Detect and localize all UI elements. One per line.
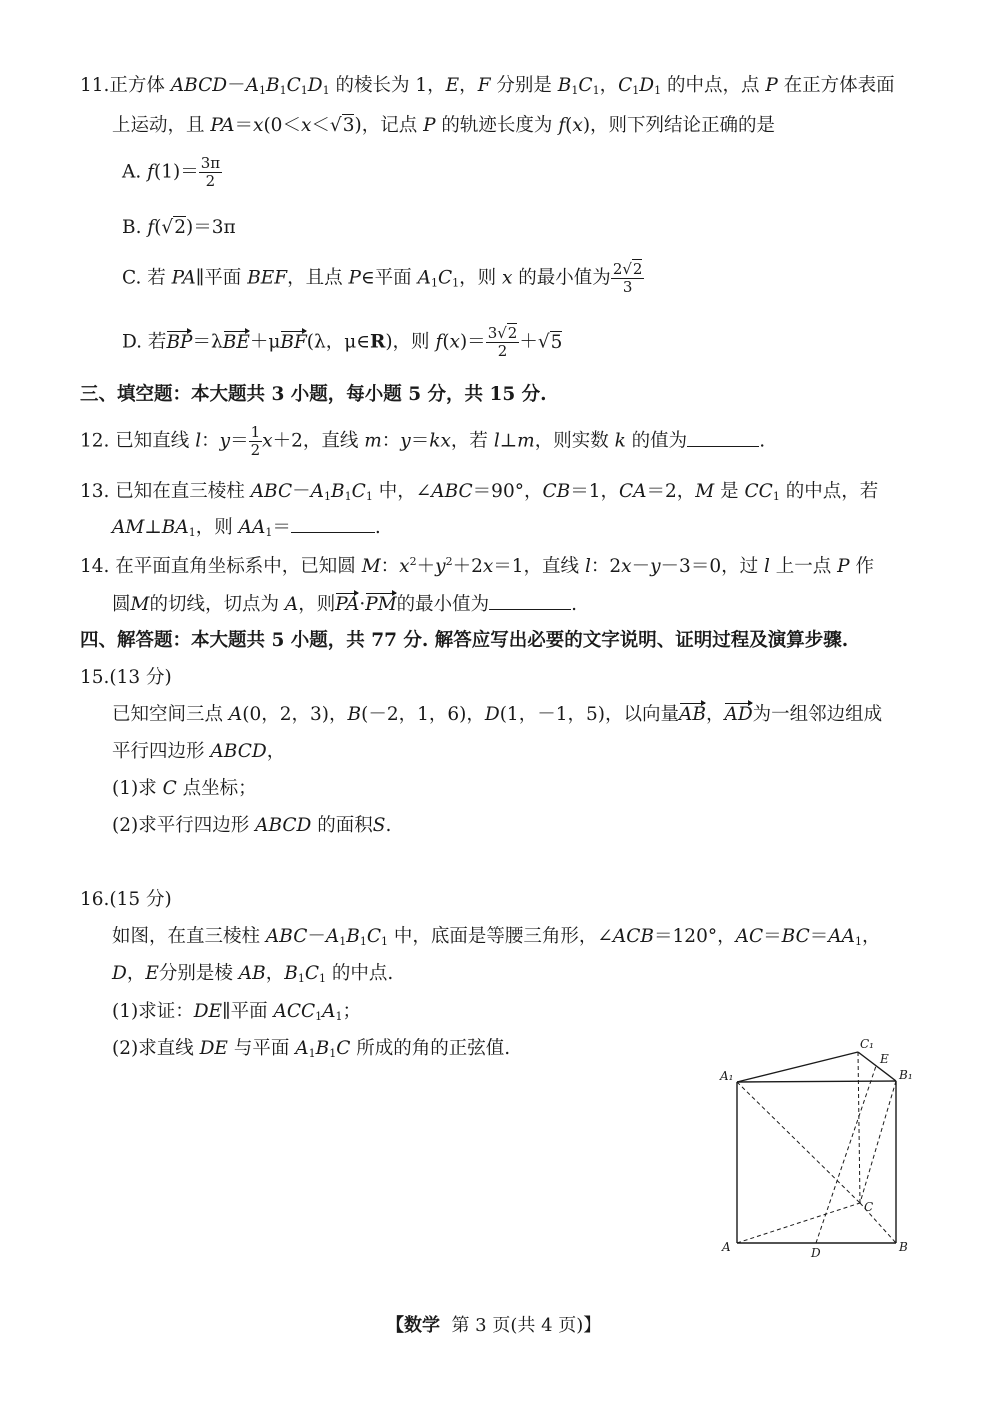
label-B: B — [899, 1240, 908, 1254]
q15-score: (13 分) — [109, 667, 172, 688]
edge-A-C — [737, 1203, 860, 1243]
label-D: D — [811, 1246, 821, 1260]
q14-line2: 圆M的切线，切点为 A，则PA·PM的最小值为 . — [112, 594, 578, 615]
q16-part2: (2)求直线 DE 与平面 $A_1B_1C$ 所成的角的正弦值. — [112, 1038, 511, 1060]
q15-part2: (2)求平行四边形 ABCD 的面积S. — [112, 815, 392, 836]
q13-line1: 13. 已知在直三棱柱 $ABC-A_1B_1C_1$ 中，∠ABC＝90°，CB＝1，CA＝2，M 是 $CC_1$ 的中点，若 — [80, 481, 879, 503]
q11-option-d: D. 若BP＝λBE＋μBF(λ，μ∈R)，则 f(x)＝ $\frac{3√2}{2}$ ＋√5 — [122, 324, 563, 360]
label-B1: B₁ — [899, 1068, 913, 1082]
q13-line2: $AM\perp BA_1$，则 $AA_1=$ . — [112, 517, 381, 539]
q16-line1: 如图，在直三棱柱 $ABC-A_1B_1C_1$ 中，底面是等腰三角形，∠ACB＝120°，$AC=BC=AA_1$， — [112, 926, 881, 948]
q16-line2: D，E分别是棱 AB，$B_1C_1$ 的中点. — [112, 963, 394, 985]
footer-subject: 【数学 — [386, 1315, 440, 1336]
q15-header: 15.(13 分) — [80, 667, 172, 688]
q15-line2: 平行四边形 ABCD， — [112, 741, 286, 762]
q11-option-b: B. f(√2)＝3π — [122, 217, 236, 238]
label-A1: A₁ — [720, 1069, 734, 1083]
label-A: A — [722, 1240, 731, 1254]
q11-line2: 上运动，且 PA＝x(0＜x＜√3)，记点 P 的轨迹长度为 f(x)，则下列结论正确的是 — [112, 115, 776, 136]
q16-part1: (1)求证：DE∥平面 $ACC_1A_1$； — [112, 1001, 362, 1023]
line-D-E — [816, 1066, 876, 1243]
q16-header: 16.(15 分) — [80, 889, 172, 910]
page-footer — [386, 1317, 601, 1335]
q15-line1: 已知空间三点 A(0，2，3)，B(－2，1，6)，D(1，－1，5)，以向量AB，AD为一组邻边组成 — [112, 704, 883, 725]
q14-line1: 14. 在平面直角坐标系中，已知圆 M：$x^2+y^2+2x=1$，直线 l：2x－y－3＝0，过 l 上一点 P 作 — [80, 555, 874, 577]
q12: 12. 已知直线 l：y＝ $\frac{1}{2}$ x＋2，直线 m：y＝kx，若 l⊥m，则实数 k 的值为 . — [80, 423, 766, 459]
line-B1-C — [860, 1081, 896, 1203]
q11-number: 11. — [80, 75, 110, 96]
section-4-heading: 四、解答题：本大题共 5 小题，共 77 分. 解答应写出必要的文字说明、证明过程及演算步骤. — [80, 630, 849, 651]
q11-option-a: A. f(1)＝ $\frac{3\pi}{2}$ — [122, 154, 221, 190]
prism-figure — [710, 1035, 920, 1265]
edge-C1-C — [858, 1052, 860, 1203]
footer-page: 第 3 页(共 4 页)】 — [451, 1315, 602, 1336]
q11-line1: 11.正方体 $ABCD-A_1B_1C_1D_1$ 的棱长为 1，E，F 分别是 $B_1C_1$，$C_1D_1$ 的中点，点 P 在正方体表面 — [80, 75, 895, 97]
q11-option-c: C. 若 PA∥平面 BEF，且点 P∈平面 $A_1C_1$，则 x 的最小值为 $\frac{2√2}{3}$ — [122, 260, 643, 296]
line-A1-C — [737, 1082, 860, 1203]
q15-part1: (1)求 C 点坐标； — [112, 778, 257, 799]
label-E: E — [880, 1052, 889, 1066]
edge-C1-B1 — [858, 1052, 896, 1081]
section-3-heading: 三、填空题：本大题共 3 小题，每小题 5 分，共 15 分. — [80, 384, 547, 405]
edge-A1-B1 — [737, 1081, 896, 1082]
edge-A1-C1 — [737, 1052, 858, 1082]
label-C: C — [864, 1200, 874, 1214]
q16-score: (15 分) — [109, 889, 172, 910]
label-C1: C₁ — [860, 1037, 874, 1051]
